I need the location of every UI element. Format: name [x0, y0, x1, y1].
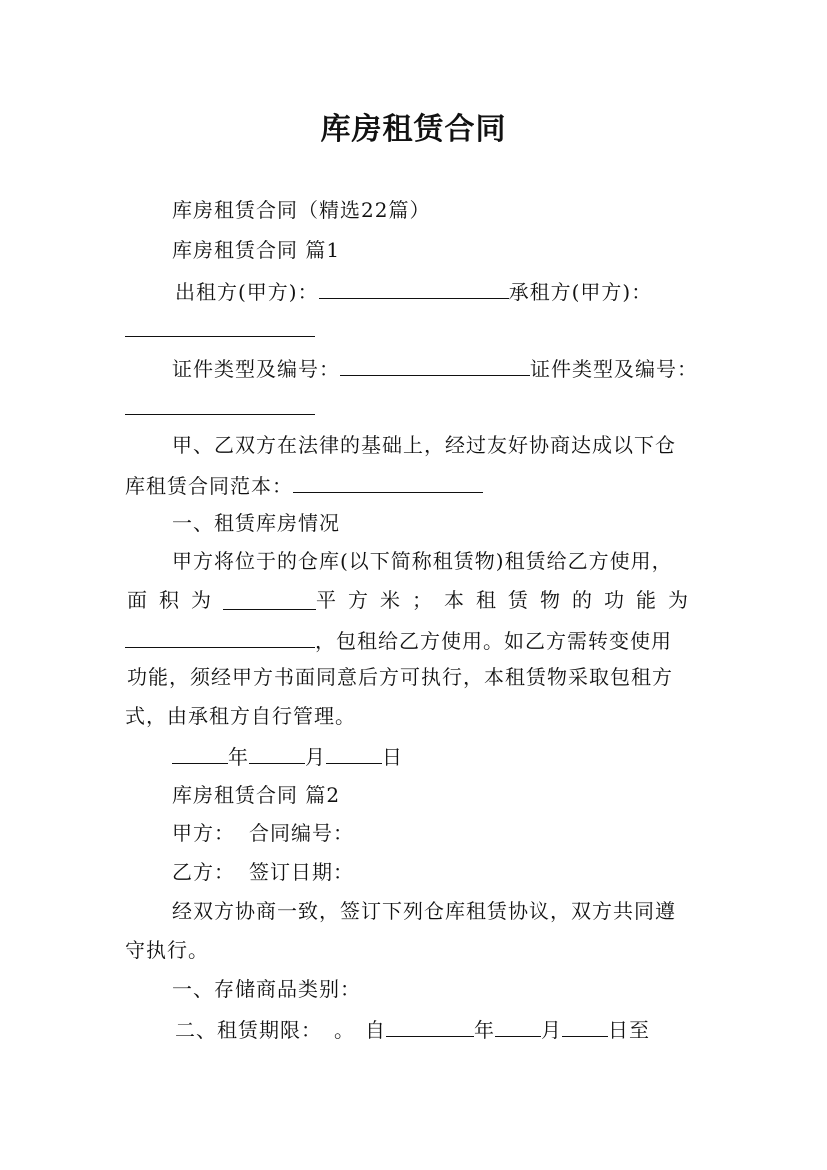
id-label-b: 证件类型及编号：: [530, 357, 698, 381]
paragraph-line: [125, 629, 672, 651]
area-unit-text: 平方米；本租赁物的功能为: [316, 588, 700, 612]
paragraph-line: 功能，须经甲方书面同意后方可执行，本租赁物采取包租方: [127, 665, 673, 689]
lessee-blank: [125, 318, 315, 337]
lessee-blank-line: [125, 318, 315, 340]
subtitle-line: 库房租赁合同（精选22篇）: [172, 198, 431, 222]
function-text: ，包租给乙方使用。如乙方需转变使用: [315, 629, 672, 653]
paragraph-line: 经双方协商一致，签订下列仓库租赁协议，双方共同遵: [172, 899, 676, 923]
lease-month-label: 月: [541, 1018, 562, 1042]
id-blank-b: [125, 396, 315, 415]
section-heading-1: 库房租赁合同 篇1: [172, 238, 341, 262]
party-a-line: [172, 823, 354, 843]
year-blank: [172, 745, 228, 764]
paragraph-line: 甲方将位于的仓库(以下简称租赁物)租赁给乙方使用，: [172, 549, 673, 573]
area-blank: [223, 591, 316, 610]
function-blank: [125, 629, 315, 648]
month-label: 月: [305, 745, 326, 769]
lessor-label: 出租方(甲方)：: [175, 280, 319, 304]
id-blank-a: [340, 357, 530, 376]
contract-number-label: 合同编号：: [249, 821, 354, 845]
lease-year-blank: [386, 1018, 474, 1037]
year-label: 年: [228, 745, 249, 769]
lease-day-blank: [562, 1018, 608, 1037]
paragraph-line: 守执行。: [125, 938, 209, 962]
clause-heading: 一、存储商品类别：: [172, 977, 361, 1001]
paragraph-line: 甲、乙双方在法律的基础上，经过友好协商达成以下仓: [172, 433, 676, 457]
party-b-line: [172, 862, 354, 882]
paragraph-line: 式，由承租方自行管理。: [125, 704, 356, 728]
id-blank-line: [125, 396, 315, 418]
date-line: [172, 745, 403, 767]
section-heading-2: 库房租赁合同 篇2: [172, 783, 341, 807]
paragraph-line: [125, 474, 483, 496]
document-title: 库房租赁合同: [320, 112, 507, 147]
sign-date-label: 签订日期：: [249, 860, 354, 884]
party-a-label: 甲方：: [172, 821, 235, 845]
template-label: 库租赁合同范本：: [125, 474, 293, 498]
lease-term-label: 二、租赁期限：: [175, 1018, 322, 1042]
day-blank: [326, 745, 382, 764]
lease-day-label: 日至: [608, 1018, 650, 1042]
day-label: 日: [382, 745, 403, 769]
template-blank: [293, 474, 483, 493]
lease-month-blank: [495, 1018, 541, 1037]
area-line: [127, 590, 700, 610]
lease-from-label: 自: [365, 1018, 386, 1042]
id-line: [172, 357, 698, 379]
party-b-label: 乙方：: [172, 860, 235, 884]
lease-term-line: [175, 1018, 650, 1040]
id-label-a: 证件类型及编号：: [172, 357, 340, 381]
clause-heading: 一、租赁库房情况: [172, 511, 340, 535]
lease-year-label: 年: [474, 1018, 495, 1042]
area-label: 面积为: [127, 588, 223, 612]
lessor-line: [175, 280, 652, 302]
lease-term-period: 。: [334, 1018, 355, 1042]
lessee-label: 承租方(甲方)：: [508, 280, 653, 304]
month-blank: [249, 745, 305, 764]
lessor-blank: [319, 280, 509, 299]
